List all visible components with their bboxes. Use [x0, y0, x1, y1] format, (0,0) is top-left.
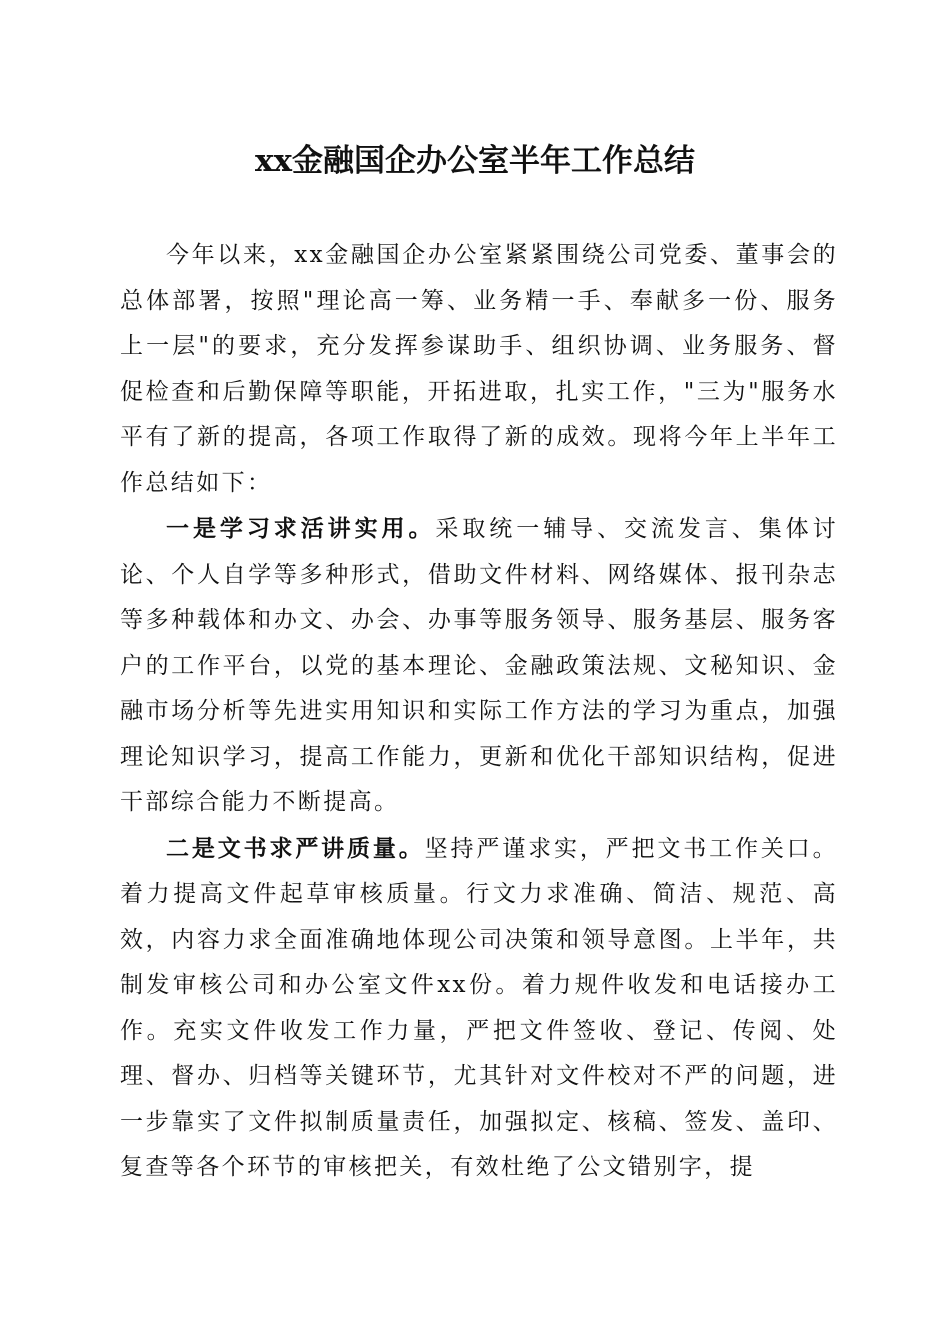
- paragraph-study: [120, 506, 838, 826]
- document-body: [120, 232, 838, 1191]
- paragraph-text: 采取统一辅导、交流发言、集体讨论、个人自学等多种形式，借助文件材料、网络媒体、报刊杂志等多种载体和办文、办会、办事等服务领导、服务基层、服务客户的工作平台，以党的基本理论、金融政策法规、文秘知识、金融市场分析等先进实用知识和实际工作方法的学习为重点，加强理论知识学习，提高工作能力，更新和优化干部知识结构，促进干部综合能力不断提高。: [120, 516, 839, 815]
- paragraph-text: 坚持严谨求实，严把文书工作关口。着力提高文件起草审核质量。行文力求准确、简洁、规范、高效，内容力求全面准确地体现公司决策和领导意图。上半年，共制发审核公司和办公室文件xx份。着力规件收发和电话接办工作。充实文件收发工作力量，严把文件签收、登记、传阅、处理、督办、归档等关键环节，尤其针对文件校对不严的问题，进一步靠实了文件拟制质量责任，加强拟定、核稿、签发、盖印、复查等各个环节的审核把关，有效杜绝了公文错别字，提: [120, 835, 838, 1180]
- paragraph-lead: 一是学习求活讲实用。: [166, 515, 436, 542]
- document-title: xx金融国企办公室半年工作总结: [255, 143, 695, 179]
- paragraph-intro: [120, 232, 838, 506]
- paragraph-documents: [120, 826, 838, 1191]
- paragraph-text: 今年以来，xx金融国企办公室紧紧围绕公司党委、董事会的总体部署，按照"理论高一筹、业务精一手、奉献多一份、服务上一层"的要求，充分发挥参谋助手、组织协调、业务服务、督促检查和后勤保障等职能，开拓进取，扎实工作，"三为"服务水平有了新的提高，各项工作取得了新的成效。现将今年上半年工作总结如下：: [120, 242, 838, 496]
- paragraph-lead: 二是文书求严讲质量。: [166, 834, 425, 862]
